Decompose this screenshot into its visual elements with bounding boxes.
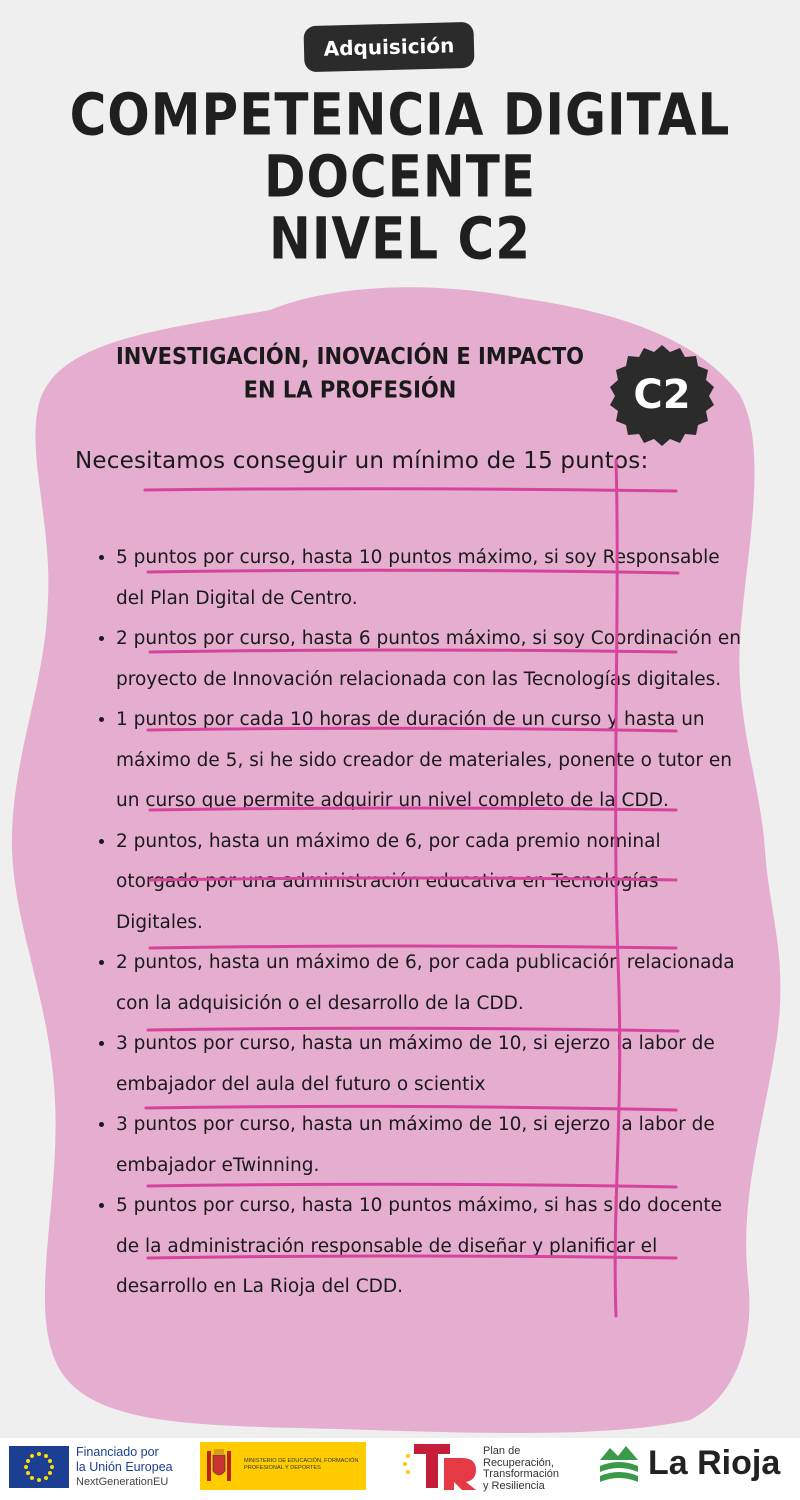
main-title-line-3: NIVEL C2 [268, 205, 532, 273]
list-item: • 5 puntos por curso, hasta 10 puntos máximo, si has sido docente de la administración responsable de diseñar y planificar el desarrollo en La Rioja del CDD. [116, 1186, 741, 1308]
points-list [92, 538, 741, 1308]
eu-funding-text [76, 1445, 173, 1490]
category-badge: Adquisición [303, 22, 474, 72]
plan-line-2: Recuperación, [483, 1456, 554, 1469]
eu-flag-icon [9, 1446, 69, 1488]
eu-line-3: NextGenerationEU [76, 1476, 169, 1488]
section-subtitle-line-1: INVESTIGACIÓN, INOVACIÓN E IMPACTO [115, 342, 585, 370]
list-item: • 2 puntos, hasta un máximo de 6, por cada premio nominal otorgado por una administración educativa en Tecnologías Digitales. [116, 822, 741, 944]
list-item: • 3 puntos por curso, hasta un máximo de 10, si ejerzo la labor de embajador eTwinning. [116, 1105, 741, 1186]
intro-text: Necesitamos conseguir un mínimo de 15 puntos: [75, 448, 649, 474]
section-subtitle [100, 339, 600, 406]
ministry-text: MINISTERIO DE EDUCACIÓN, FORMACIÓN PROFESIONAL Y DEPORTES [244, 1458, 359, 1471]
eu-line-1: Financiado por [76, 1445, 159, 1459]
list-item: • 3 puntos por curso, hasta un máximo de 10, si ejerzo la labor de embajador del aula del futuro o scientix [116, 1024, 741, 1105]
level-badge: C2 [633, 372, 691, 418]
spain-shield-icon [205, 1447, 233, 1485]
list-item: • 2 puntos, hasta un máximo de 6, por cada publicación relacionada con la adquisición o el desarrollo de la CDD. [116, 943, 741, 1024]
list-item: • 1 puntos por cada 10 horas de duración de un curso y hasta un máximo de 5, si he sido creador de materiales, ponente o tutor en un curso que permite adquirir un nivel completo de la CDD. [116, 700, 741, 822]
prtr-logo-icon [400, 1440, 478, 1492]
la-rioja-logo-icon [598, 1442, 640, 1486]
section-subtitle-line-2: EN LA PROFESIÓN [243, 376, 457, 404]
plan-line-4: y Resiliencia [483, 1479, 545, 1492]
la-rioja-wordmark: La Rioja [648, 1444, 781, 1482]
plan-line-3: Transformación [483, 1468, 560, 1480]
eu-line-2: la Unión Europea [76, 1460, 173, 1474]
list-item: • 2 puntos por curso, hasta 6 puntos máximo, si soy Coordinación en proyecto de Innovación relacionada con las Tecnologías digitales. [116, 619, 741, 700]
plan-line-1: Plan de [483, 1445, 521, 1457]
recovery-plan-text [483, 1446, 559, 1492]
main-title-line-1: COMPETENCIA DIGITAL [69, 81, 731, 149]
main-title-line-2: DOCENTE [264, 143, 536, 211]
list-item: • 5 puntos por curso, hasta 10 puntos máximo, si soy Responsable del Plan Digital de Centro. [116, 538, 741, 619]
